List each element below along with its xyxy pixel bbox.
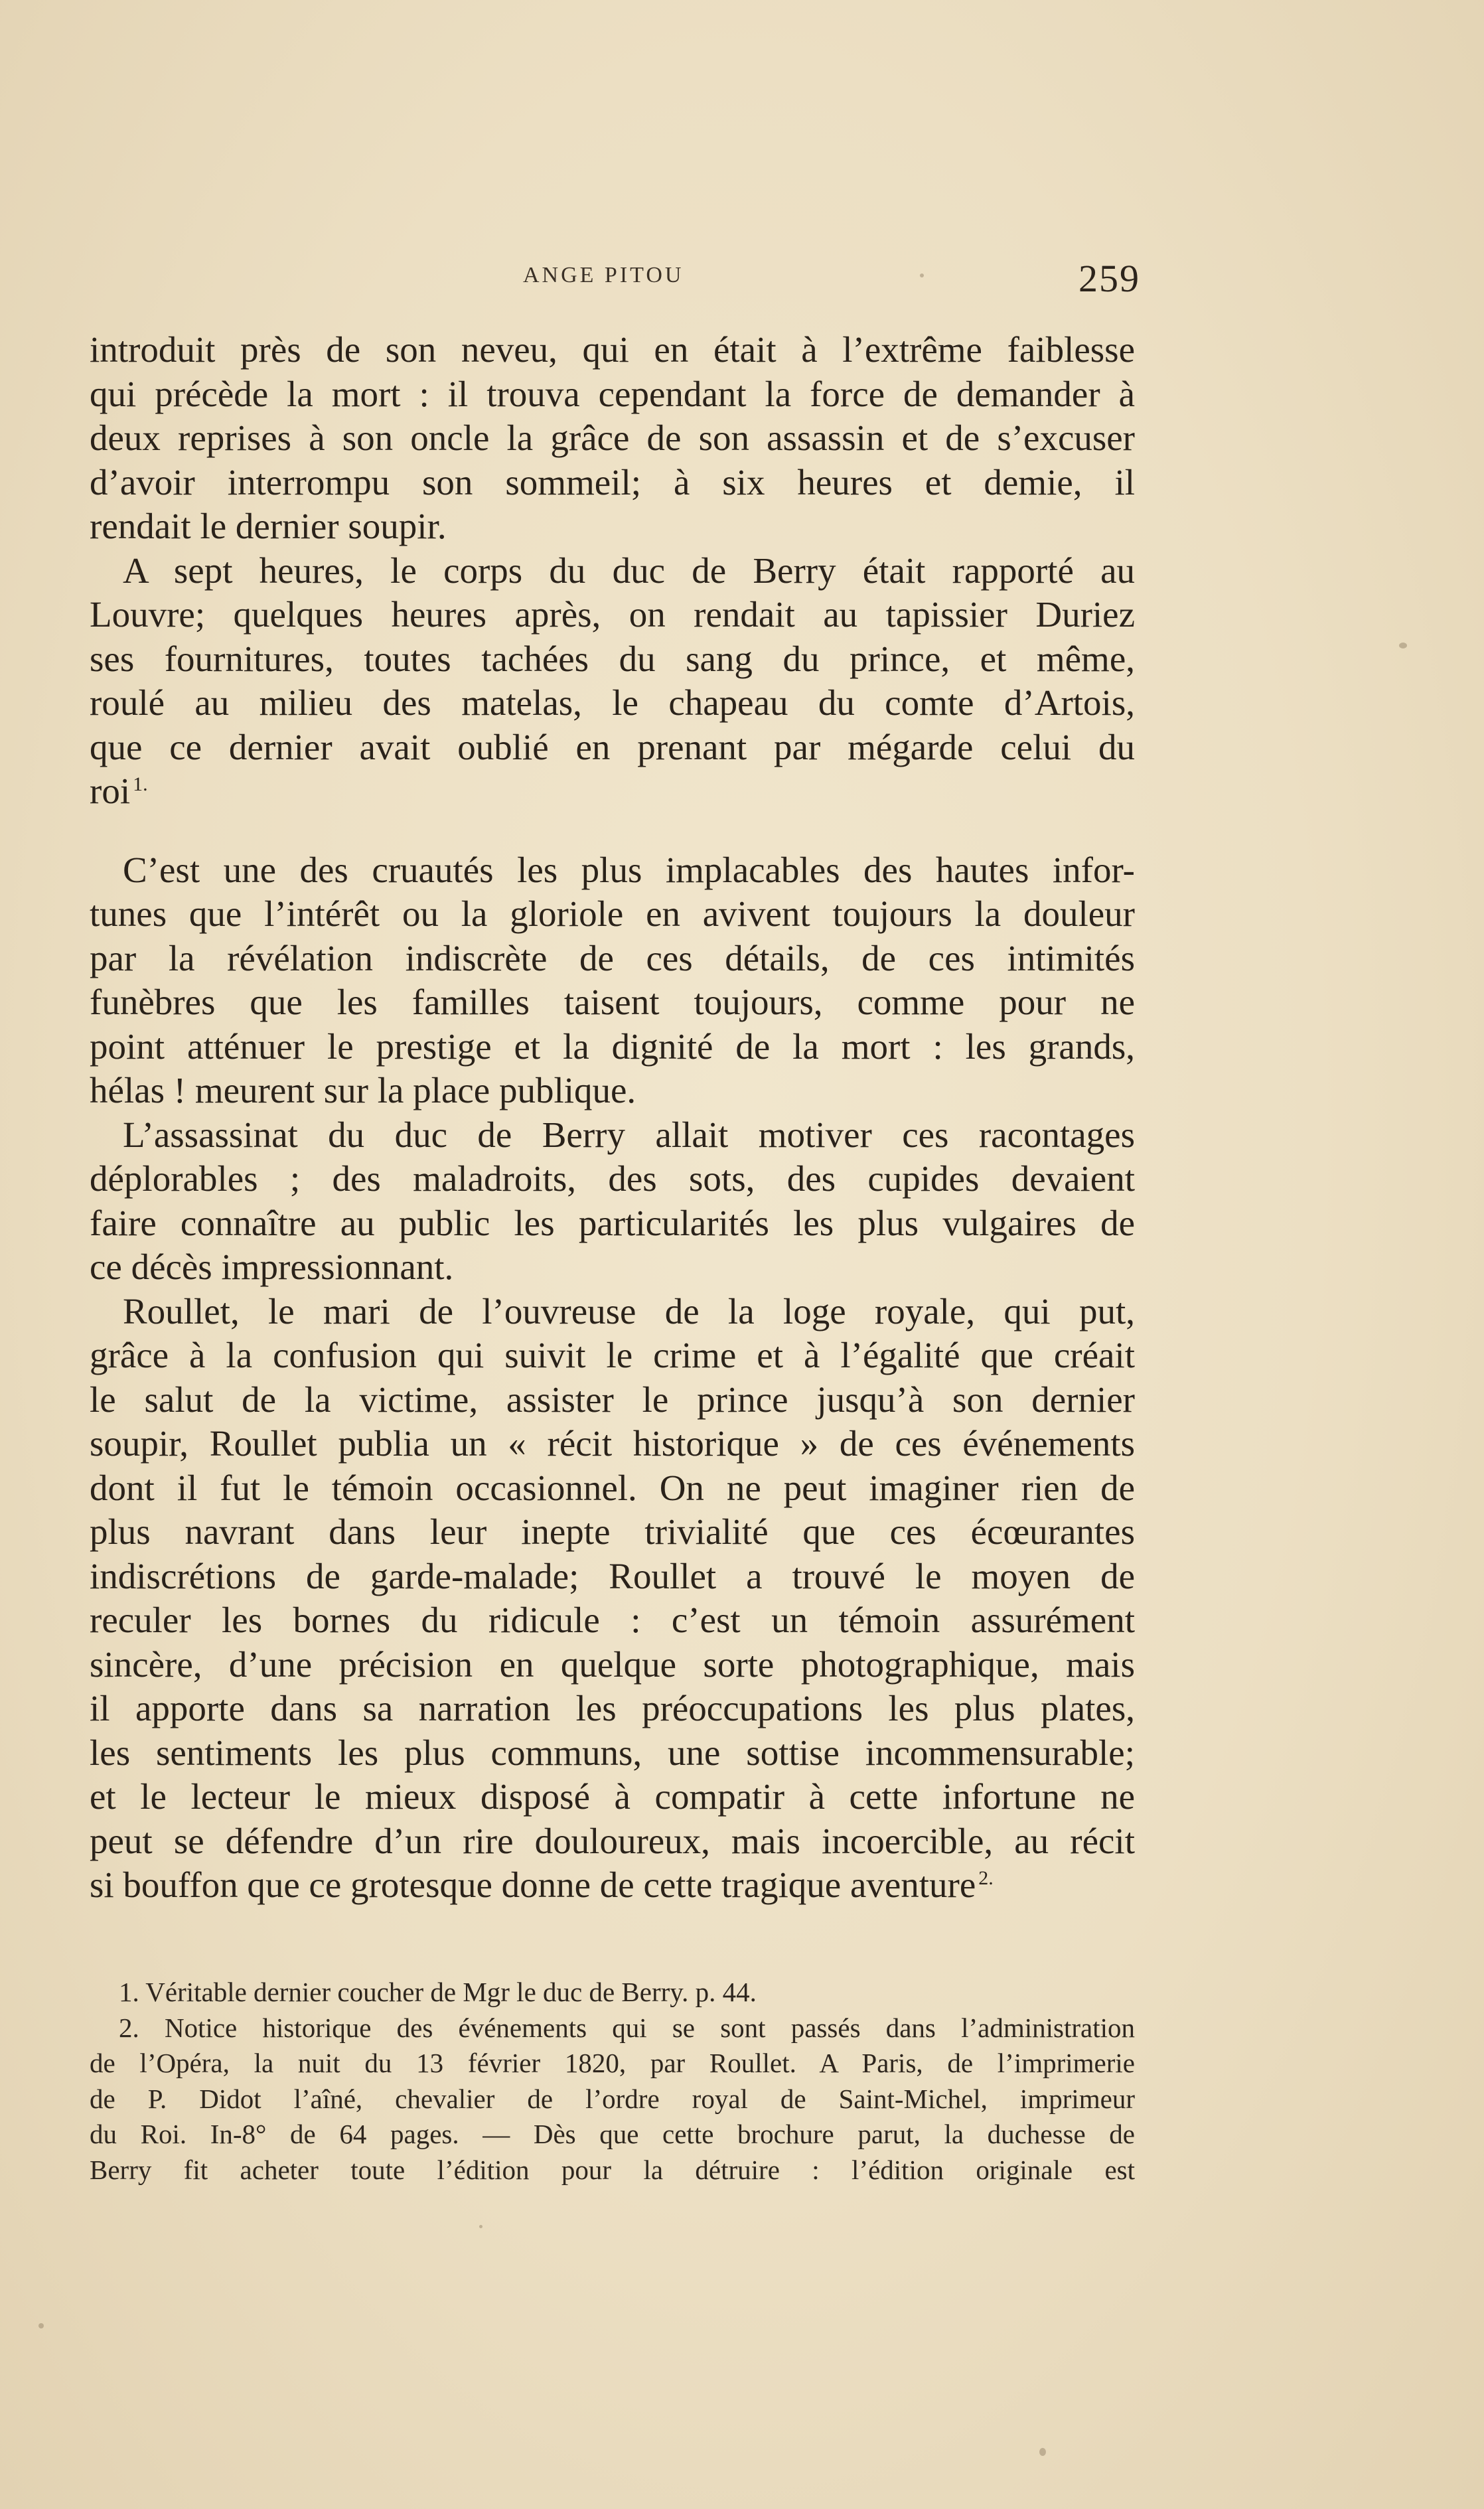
text-line [90,1863,1135,1908]
text-line: indiscrétions de garde-malade; Roullet a trouvé le moyen de [90,1555,1135,1596]
footnotes [90,1975,1135,2188]
text-line [90,769,1135,814]
paper-speck [38,2323,44,2328]
text-line: A sept heures, le corps du duc de Berry était rapporté au [123,550,1135,591]
running-head-title: ANGE PITOU [523,263,684,287]
text-line: d’avoir interrompu son sommeil; à six heures et demie, il [90,461,1135,502]
text-line: L’assassinat du duc de Berry allait motiver ces racontages [123,1114,1135,1155]
text-line: il apporte dans sa narration les préoccupations les plus plates, [90,1688,1135,1728]
paper-speck [1039,2448,1046,2456]
text-line: reculer les bornes du ridicule : c’est un témoin assurément [90,1600,1135,1640]
page-number: 259 [1078,257,1140,300]
text-line: plus navrant dans leur inepte trivialité que ces écœurantes [90,1511,1135,1552]
text-line: point atténuer le prestige et la dignité de la mort : les grands, [90,1026,1135,1067]
paper-speck [479,2225,482,2228]
text-line: funèbres que les familles taisent toujours, comme pour ne [90,982,1135,1022]
text-line: peut se défendre d’un rire douloureux, mais incoercible, au récit [90,1820,1135,1861]
running-head [0,257,1484,300]
footnote-line: de l’Opéra, la nuit du 13 février 1820, par Roullet. A Paris, de l’imprimerie [90,2048,1135,2078]
text-line: qui précède la mort : il trouva cependant la force de demander à [90,373,1135,414]
text-line: soupir, Roullet publia un « récit historique » de ces événements [90,1423,1135,1464]
footnote-marker: 1. [133,773,148,795]
text-line: dont il fut le témoin occasionnel. On ne peut imaginer rien de [90,1467,1135,1508]
text-line: C’est une des cruautés les plus implacables des hautes infor- [123,849,1135,890]
text-line: rendait le dernier soupir. [90,506,447,546]
text-fragment: roi [90,771,131,811]
footnote-line: Berry fit acheter toute l’édition pour la détruire : l’édition originale est [90,2154,1135,2185]
text-line: hélas ! meurent sur la place publique. [90,1070,636,1110]
text-line: introduit près de son neveu, qui en était à l’extrême faiblesse [90,329,1135,370]
text-line: deux reprises à son oncle la grâce de son assassin et de s’excuser [90,418,1135,458]
text-line: faire connaître au public les particularités les plus vulgaires de [90,1202,1135,1243]
paragraph-gap [90,814,1135,848]
text-line: par la révélation indiscrète de ces détails, de ces intimités [90,937,1135,978]
text-line: et le lecteur le mieux disposé à compatir à cette infortune ne [90,1776,1135,1817]
text-line: grâce à la confusion qui suivit le crime et à l’égalité que créait [90,1335,1135,1375]
text-line: sincère, d’une précision en quelque sorte photographique, mais [90,1643,1135,1685]
paper-speck [1399,643,1407,648]
footnote-marker: 2. [978,1866,994,1889]
footnote-line: de P. Didot l’aîné, chevalier de l’ordre royal de Saint-Michel, imprimeur [90,2083,1135,2114]
text-line: les sentiments les plus communs, une sottise incommensurable; [90,1732,1135,1773]
footnote-line: 2. Notice historique des événements qui se sont passés dans l’administration [119,2012,1135,2043]
footnote-line: 1. Véritable dernier coucher de Mgr le duc de Berry. p. 44. [119,1977,757,2007]
text-line: Louvre; quelques heures après, on rendait au tapissier Duriez [90,594,1135,635]
text-line: ce décès impressionnant. [90,1247,454,1287]
text-line: déplorables ; des maladroits, des sots, des cupides devaient [90,1158,1135,1199]
text-line: tunes que l’intérêt ou la gloriole en avivent toujours la douleur [90,893,1135,934]
text-line: roulé au milieu des matelas, le chapeau du comte d’Artois, [90,682,1135,723]
text-line: le salut de la victime, assister le prince jusqu’à son dernier [90,1379,1135,1420]
text-fragment: si bouffon que ce grotesque donne de cette tragique aventure [90,1864,976,1905]
text-line: que ce dernier avait oublié en prenant par mégarde celui du [90,726,1135,767]
text-line: ses fournitures, toutes tachées du sang du prince, et même, [90,638,1135,679]
text-line: Roullet, le mari de l’ouvreuse de la loge royale, qui put, [123,1290,1135,1331]
footnote-line: du Roi. In-8° de 64 pages. — Dès que cette brochure parut, la duchesse de [90,2119,1135,2149]
body-text [90,328,1135,1908]
